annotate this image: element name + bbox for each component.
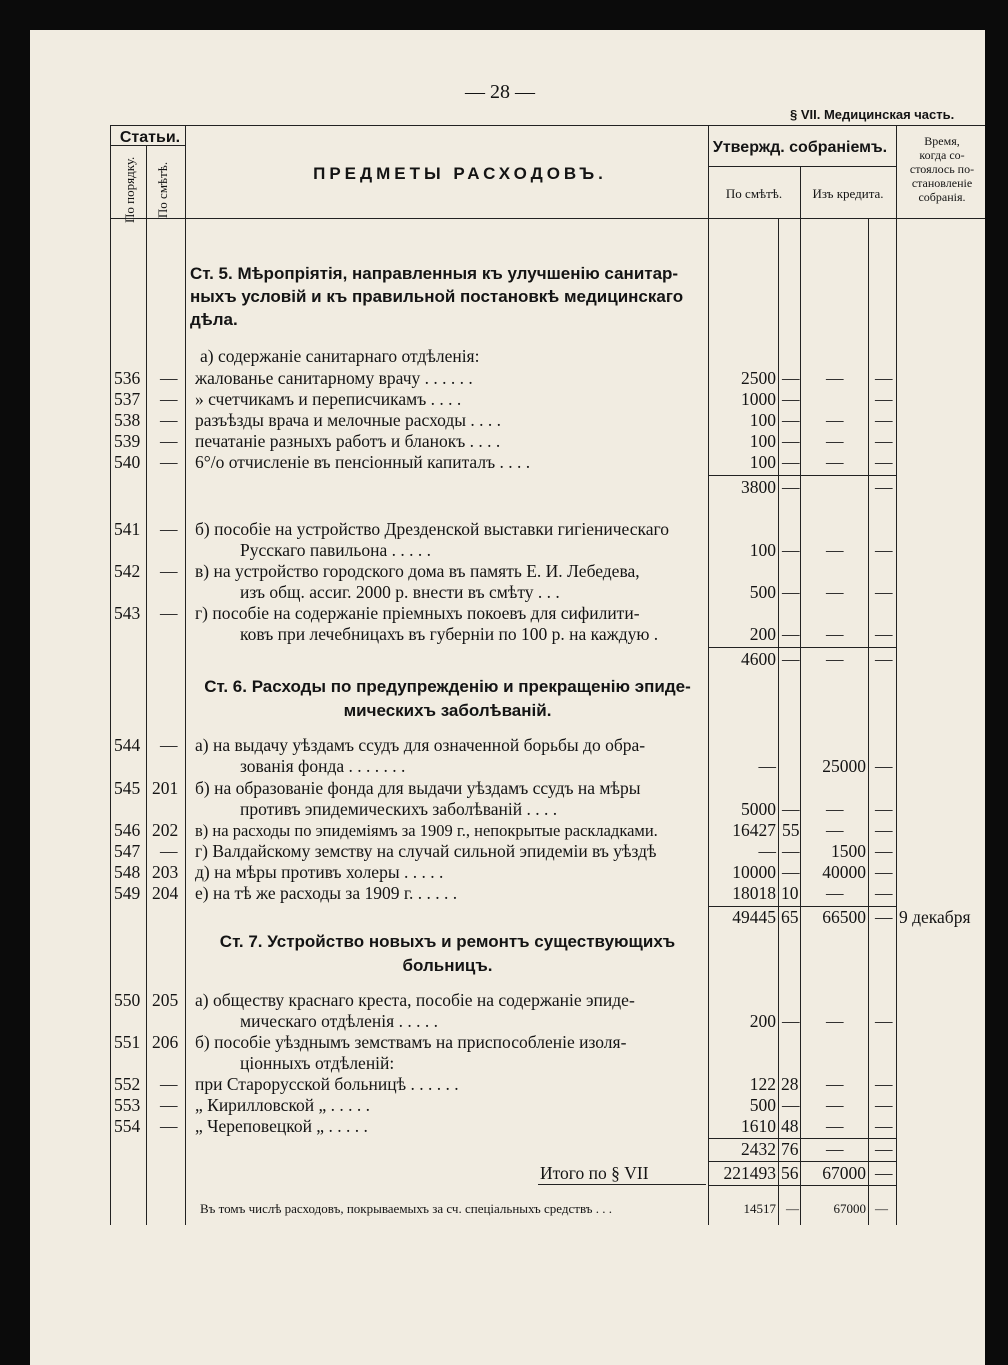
col-line-6 <box>800 166 801 1225</box>
section-7-heading: Ст. 7. Устройство новыхъ и ремонтъ существующихъ больницъ. <box>219 932 676 975</box>
document-page: — 28 — § VII. Медицинская часть. Статьи. По порядку. По смѣтѣ. ПРЕДМЕТЫ РАСХОДОВЪ. Утвержд. собраніемъ. По смѣтѣ. Изъ кредита. Время, когда со- стоялось по- становленіе собранія. Ст. 5. Мѣропріятія, направленныя къ улучшенію санитар- ныхъ условій и къ правильной постановкѣ медицинскаго дѣла. а) содержаніе санитарнаго отдѣленія: 536 — жалованье санитарному врачу . . . . . . 2500 — — — 537 — » счетчикамъ и переписчикамъ . . . . 1000 — — 538 — разъѣзды врача и мелочные расходы . . . . 100 — — — 539 — печатаніе разныхъ работъ и бланокъ . . . . 100 — — — 540 — 6°/о отчисленіе въ пенсіонный капиталъ . . . . 100 — — — 3800 — — 541 — б) пособіе на устройство Дрезденской выставки гигіеническаго Русскаго павильона . . . . . 100 — — — 542 — в) на устройство городского дома въ память Е. И. Лебедева, изъ общ. ассиг. 2000 р. внести въ смѣту . . . 500 — — — 543 — г) пособіе на содержаніе пріемныхъ покоевъ для сифилити- ковъ при лечебницахъ въ губерніи по 100 р. на каждую . 200 — — — 4600 — — — Ст. 6. Расходы по предупрежденію и прекращенію эпиде- мическихъ заболѣваній. 544 — а) на выдачу уѣздамъ ссудъ для означенной борьбы до обра- зованія фонда . . . . . . . — 25000 — 545 201 б) на образованіе фонда для выдачи уѣздамъ ссудъ на мѣры противъ эпидемическихъ заболѣваній . . . . 5000 — — — 546 202 в) на расходы по эпидеміямъ за 1909 г., непокрытые раскладками. 16427 55 — — 547 — г) Валдайскому земству на случай сильной эпидеміи въ уѣздѣ — — 1500 — 548 203 д) на мѣры противъ холеры . . . . . 10000 — 40000 — 549 204 е) на тѣ же расходы за 1909 г. . . . . . 18018 10 — — 49445 65 66500 — 9 декабря Ст. 7. Устройство новыхъ и ремонтъ существующихъ больницъ. 550 205 а) обществу краснаго креста, пособіе на содержаніе эпиде- мическаго отдѣленія . . . . . 200 — — — 551 206 б) пособіе уѣзднымъ земствамъ на приспособленіе изоля- ціонныхъ отдѣленій: 552 — при Старорусской больницѣ . . . . . . 122 28 — — 553 — „ Кирилловской „ . . . . . 500 — — — 554 — „ Череповецкой „ . . . . . 1610 48 — — 2432 76 — — Итого по § VII 221493 56 67000 — Въ томъ числѣ расходовъ, покрываемыхъ за сч. спеціальныхъ средствъ . . . 14517 — 67000 — <box>30 30 985 1365</box>
col-line-4 <box>708 125 709 1225</box>
rule-top <box>110 125 985 126</box>
subheading-a: а) содержаніе санитарнаго отдѣленія: <box>200 346 480 366</box>
section-5-heading: Ст. 5. Мѣропріятія, направленныя къ улучшенію санитар- ныхъ условій и къ правильной постановкѣ медицинскаго дѣла. <box>190 264 684 329</box>
col-header-po-smete-amount: По смѣтѣ. <box>725 186 783 201</box>
col-line-7 <box>868 218 869 1225</box>
page-number: — 28 — <box>465 81 535 103</box>
col-line-2 <box>146 145 147 1225</box>
col-header-po-smete: По смѣтѣ. <box>155 161 170 219</box>
col-line-5 <box>778 218 779 1225</box>
col-header-po-poryadku: По порядку. <box>122 156 137 223</box>
subtotal-rule <box>708 647 896 648</box>
col-line-1 <box>110 125 111 1225</box>
section-6-heading: Ст. 6. Расходы по предупрежденію и прекращенію эпиде- мическихъ заболѣваній. <box>204 677 691 720</box>
total-label: Итого по § VII <box>540 1163 649 1183</box>
col-header-iz-kredita: Изъ кредита. <box>812 186 884 201</box>
total-rule <box>708 1161 896 1162</box>
col-group-statyi: Статьи. <box>119 129 181 146</box>
section-title: § VII. Медицинская часть. <box>790 107 955 122</box>
col-header-predmety: ПРЕДМЕТЫ РАСХОДОВЪ. <box>313 164 607 183</box>
col-line-8 <box>896 125 897 1225</box>
rule-header-bottom <box>110 218 985 219</box>
col-line-3 <box>185 125 186 1225</box>
col-group-utverzhd: Утвержд. собраніемъ. <box>712 139 888 156</box>
col-header-vremya: Время, когда со- стоялось по- становленіе собранія. <box>909 134 975 204</box>
rule-utverzhd <box>708 166 896 167</box>
subtotal-rule <box>708 475 896 476</box>
rule-statyi <box>110 145 185 146</box>
